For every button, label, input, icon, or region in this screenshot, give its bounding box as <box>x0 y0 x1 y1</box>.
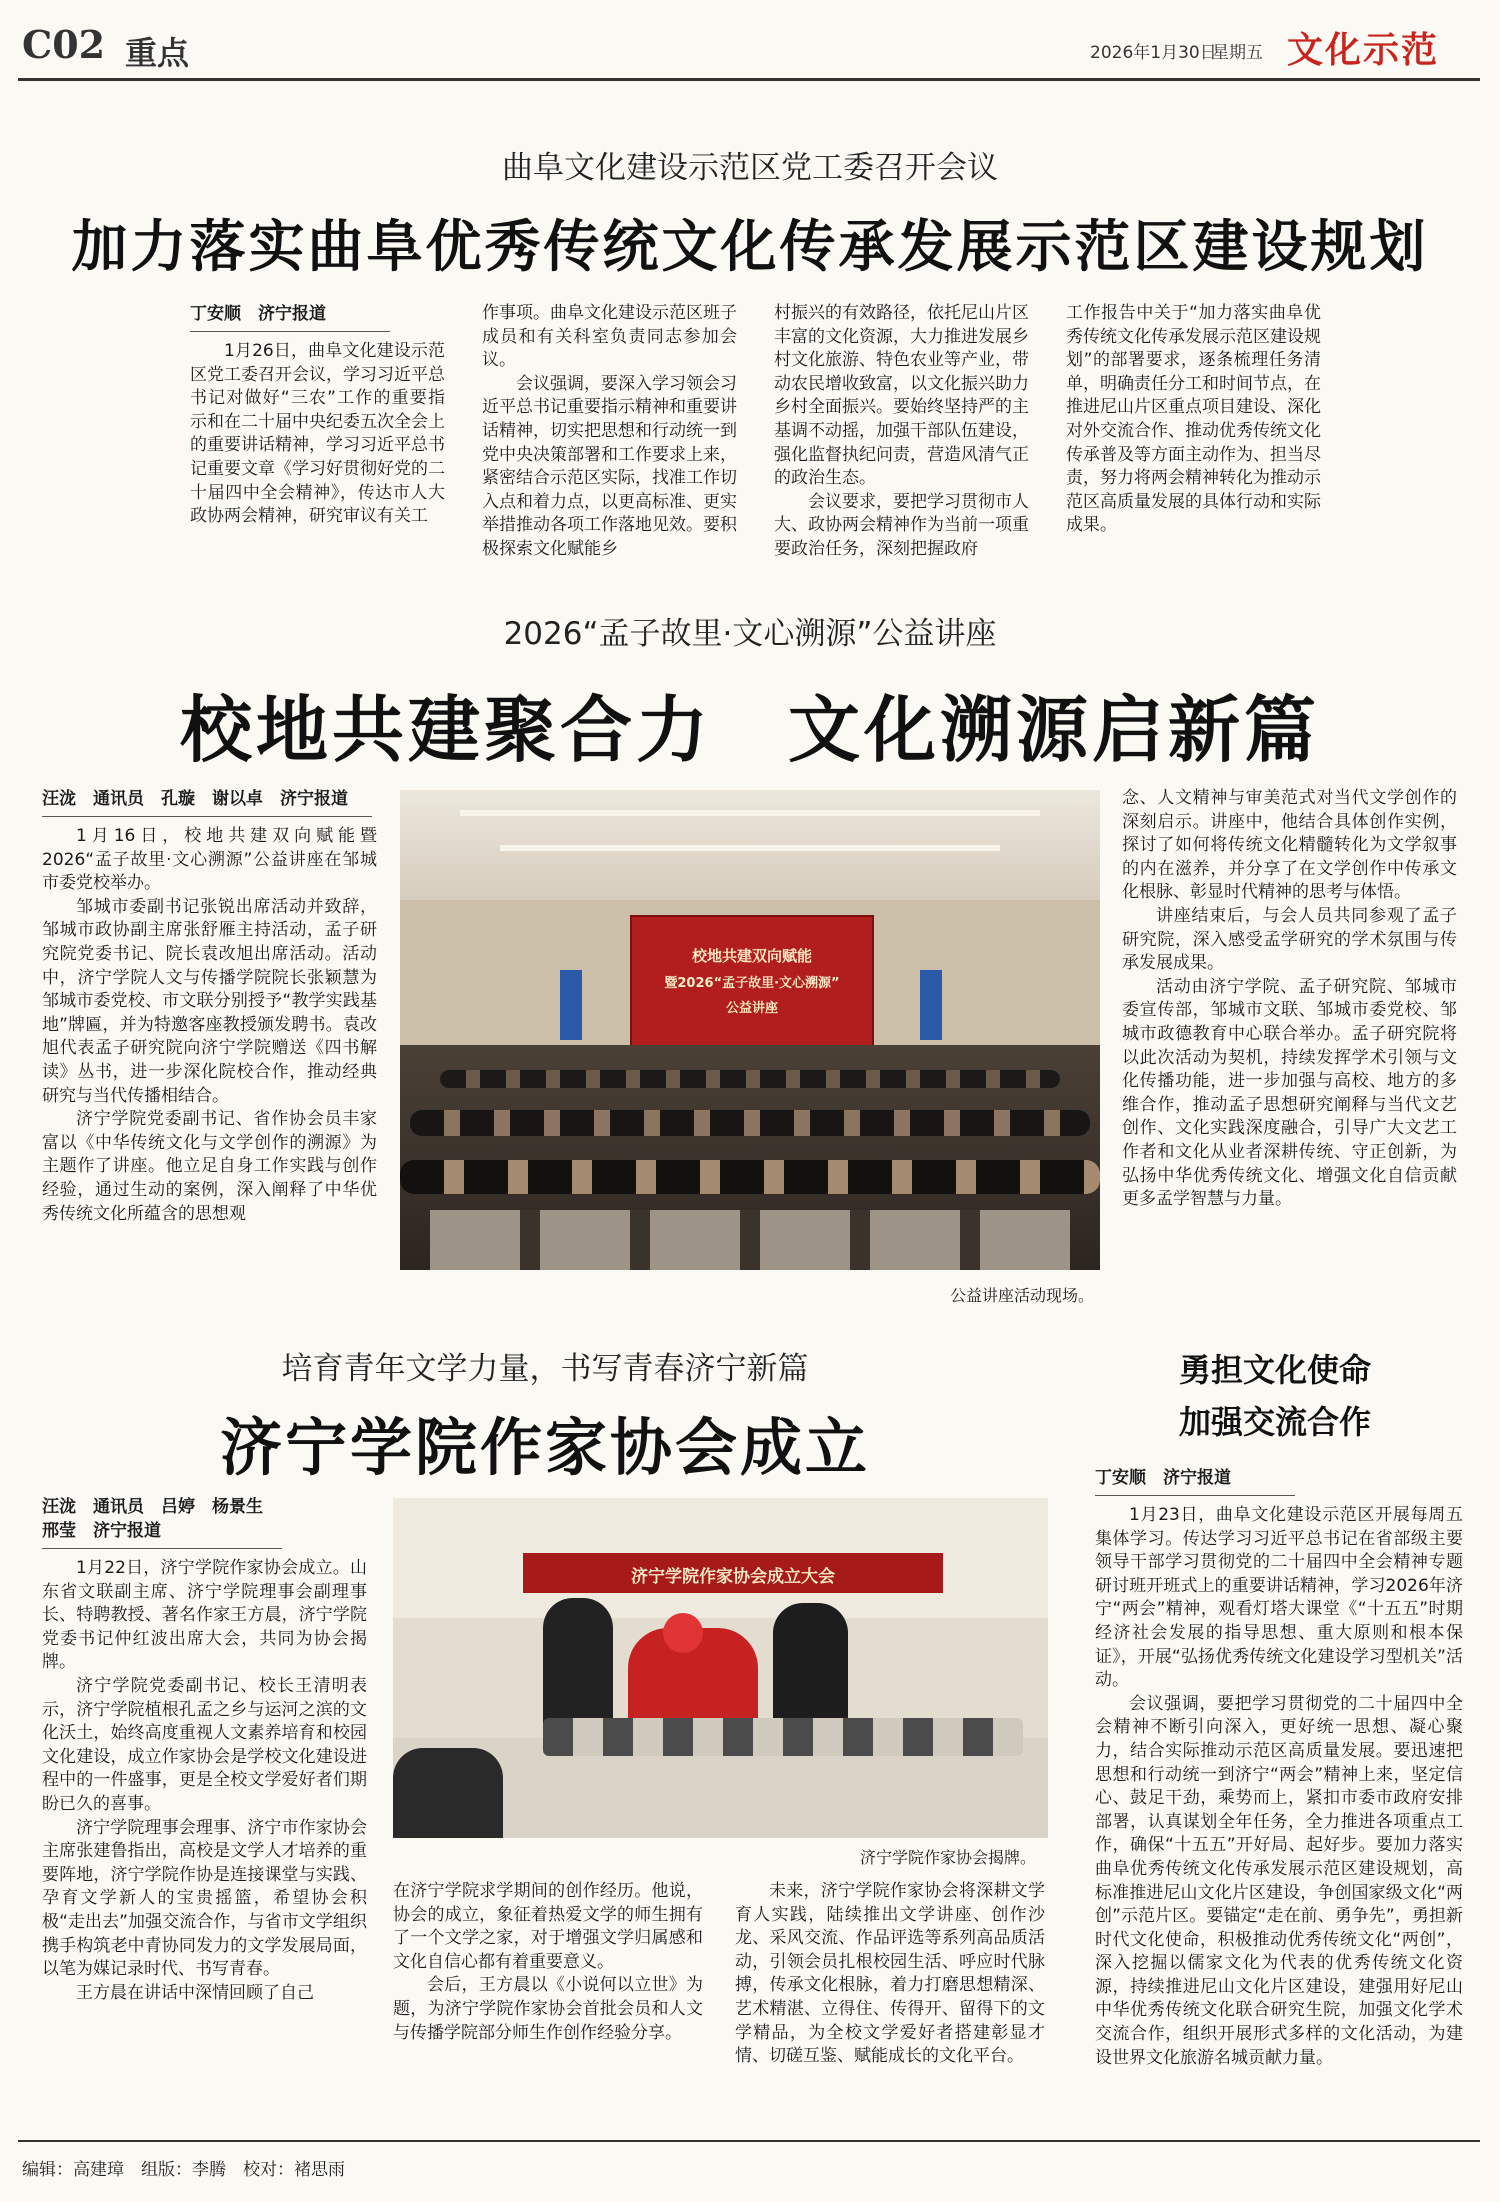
article3-kicker: 培育青年文学力量，书写青春济宁新篇 <box>281 1351 809 1387</box>
article2-left-column <box>42 787 377 1252</box>
article1-paragraph: 会议要求，要把学习贯彻市人大、政协两会精神作为当前一项重要政治任务，深刻把握政府 <box>774 491 1029 559</box>
article3-paragraph: 1月22日，济宁学院作家协会成立。山东省文联副主席、济宁学院理事会副理事长、特聘教授、著名作家王方晨，济宁学院党委书记仲红波出席大会，共同为协会揭牌。 <box>42 1558 367 1673</box>
page-code: C02 <box>22 22 106 67</box>
article4-headline-line1: 勇担文化使命 <box>1178 1351 1371 1389</box>
article2-paragraph: 1月16日，校地共建双向赋能暨2026“孟子故里·文心溯源”公益讲座在邹城市委党校举办。 <box>42 826 377 894</box>
footer-rule <box>18 2140 1480 2142</box>
article3-headline: 济宁学院作家协会成立 <box>219 1411 870 1484</box>
banner-text: 济宁学院作家协会成立大会 <box>631 1567 835 1587</box>
issue-date: 2026年1月30日 <box>1090 43 1217 63</box>
article3-paragraph: 济宁学院理事会理事、济宁市作家协会主席张建鲁指出，高校是文学人才培养的重要阵地，济宁学院作协是连接课堂与实践、孕育文学新人的宝贵摇篮，希望协会积极“走出去”加强交流合作，与省市文学组织携手构筑老中青协同发力的文学发展局面，以笔为媒记录时代、书写青春。 <box>42 1817 367 1980</box>
lecture-screen <box>630 915 874 1049</box>
article4-byline: 丁安顺 济宁报道 <box>1095 1466 1295 1496</box>
article3-photo <box>393 1498 1048 1838</box>
article1-column-4 <box>1066 302 1321 562</box>
article2-photo-caption: 公益讲座活动现场。 <box>950 1286 1095 1305</box>
article2-photo <box>400 790 1100 1270</box>
seated-person <box>393 1748 503 1838</box>
article3-middle-column <box>393 1880 703 2130</box>
article4-headline-line2: 加强交流合作 <box>1178 1403 1371 1441</box>
article3-right-column <box>735 1880 1045 2130</box>
article1-column-3 <box>774 302 1029 562</box>
article1-paragraph: 村振兴的有效路径，依托尼山片区丰富的文化资源，大力推进发展乡村文化旅游、特色农业等产业，带动农民增收致富，以文化振兴助力乡村全面振兴。要始终坚持严的主基调不动摇，加强干部队伍建设，强化监督执纪问责，营造风清气正的政治生态。 <box>774 303 1029 489</box>
article3-paragraph: 在济宁学院求学期间的创作经历。他说，协会的成立，象征着热爱文学的师生拥有了一个文学之家，对于增强文学归属感和文化自信心都有着重要意义。 <box>393 1881 703 1972</box>
footer-credits: 编辑：高建璋 组版：李腾 校对：褚思雨 <box>22 2160 345 2180</box>
article3-left-column <box>42 1495 367 2135</box>
article2-kicker: 2026“孟子故里·文心溯源”公益讲座 <box>503 616 997 652</box>
article2-paragraph: 济宁学院党委副书记、省作协会员丰家富以《中华传统文化与文学创作的溯源》为主题作了讲座。他立足自身工作实践与创作经验，通过生动的案例，深入阐释了中华优秀传统文化所蕴含的思想观 <box>42 1109 377 1224</box>
page-header <box>0 0 1500 86</box>
article2-byline: 汪泷 通讯员 孔璇 谢以卓 济宁报道 <box>42 787 372 817</box>
article2-paragraph: 邹城市委副书记张锐出席活动并致辞，邹城市政协副主席张舒雁主持活动，孟子研究院党委书记、院长袁改旭出席活动。活动中，济宁学院人文与传播学院院长张颖慧为邹城市委党校、市文联分别授予“教学实践基地”牌匾，并为特邀客座教授颁发聘书。袁改旭代表孟子研究院向济宁学院赠送《四书解读》丛书，进一步深化院校合作，推动经典研究与当代传播相结合。 <box>42 896 377 1106</box>
article1-paragraph: 1月26日，曲阜文化建设示范区党工委召开会议，学习习近平总书记对做好“三农”工作的重要指示和在二十届中央纪委五次全会上的重要讲话精神，学习习近平总书记重要文章《学习好贯彻好党的二十届四中全会精神》，传达市人大政协两会精神，研究审议有关工 <box>190 341 445 527</box>
article2-paragraph: 讲座结束后，与会人员共同参观了孟子研究院，深入感受孟学研究的学术氛围与传承发展成果。 <box>1122 905 1457 974</box>
article2-right-column <box>1122 787 1457 1287</box>
brand-logo: 文化示范 <box>1287 30 1440 71</box>
article1-column-2 <box>482 302 737 562</box>
screen-title-line2: 暨2026“孟子故里·文心溯源” <box>664 976 840 991</box>
article3-paragraph: 济宁学院党委副书记、校长王清明表示，济宁学院植根孔孟之乡与运河之滨的文化沃土，始终高度重视人文素养培育和校园文化建设，成立作家协会是学校文化建设进程中的一件盛事，更是全校文学爱好者们期盼已久的喜事。 <box>42 1675 367 1814</box>
issue-weekday: 星期五 <box>1212 43 1263 63</box>
article1-paragraph: 会议强调，要深入学习领会习近平总书记重要指示精神和重要讲话精神，切实把思想和行动统一到党中央决策部署和工作要求上来，紧密结合示范区实际，找准工作切入点和着力点，以更高标准、更实举措推动各项工作落地见效。要积极探索文化赋能乡 <box>482 373 737 559</box>
screen-title-line1: 校地共建双向赋能 <box>691 947 812 965</box>
screen-title-line3: 公益讲座 <box>725 1001 778 1016</box>
article4-column <box>1095 1466 1463 2131</box>
wall-banner <box>523 1553 943 1593</box>
article4-paragraph: 会议强调，要把学习贯彻党的二十届四中全会精神不断引向深入，更好统一思想、凝心聚力，结合实际推动示范区高质量发展。要迅速把思想和行动统一到济宁“两会”精神上来，坚定信心、鼓足干劲，乘势而上，紧扣市委市政府安排部署，认真谋划全年任务，全力推进各项重点工作，确保“十五五”开好局、起好步。要加力落实曲阜优秀传统文化传承发展示范区建设规划，高标准推进尼山文化片区建设，争创国家级文化“两创”示范片区。要锚定“走在前、勇争先”，勇担新时代文化使命，积极推动优秀传统文化“两创”，深入挖掘以儒家文化为代表的优秀传统文化资源，持续推进尼山文化片区建设，建强用好尼山中华优秀传统文化联合研究生院，加强文化学术交流合作，组织开展形式多样的文化活动，为建设世界文化旅游名城贡献力量。 <box>1095 1693 1463 2068</box>
header-rule <box>18 78 1480 81</box>
article2-paragraph: 活动由济宁学院、孟子研究院、邹城市委宣传部，邹城市文联、邹城市委党校、邹城市政德教育中心联合举办。孟子研究院将以此次活动为契机，持续发挥学术引领与文化传播功能，进一步加强与高校、地方的多维合作，推动孟子思想研究阐释与当代文艺创作、文化实践深度融合，引导广大文艺工作者和文化从业者深耕传统、守正创新，为弘扬中华优秀传统文化、增强文化自信贡献更多孟学智慧与力量。 <box>1122 976 1457 1210</box>
article2-headline: 校地共建聚合力 文化溯源启新篇 <box>179 687 1320 772</box>
article1-column-1 <box>190 302 445 562</box>
article3-paragraph: 未来，济宁学院作家协会将深耕文学育人实践，陆续推出文学讲座、创作沙龙、采风交流、作品评选等系列高品质活动，引领会员扎根校园生活、呼应时代脉搏，传承文化根脉，着力打磨思想精深、艺术精湛、立得住、传得开、留得下的文学精品，为全校文学爱好者搭建彰显才情、切磋互鉴、赋能成长的文化平台。 <box>735 1881 1045 2067</box>
article4-paragraph: 1月23日，曲阜文化建设示范区开展每周五集体学习。传达学习习近平总书记在省部级主要领导干部学习贯彻党的二十届四中全会精神专题研讨班开班式上的重要讲话精神，学习2026年济宁“两会”精神，观看灯塔大课堂《“十五五”时期经济社会发展的指导思想、重大原则和根本保证》，开展“弘扬优秀传统文化建设学习型机关”活动。 <box>1095 1505 1463 1691</box>
article1-paragraph: 作事项。曲阜文化建设示范区班子成员和有关科室负责同志参加会议。 <box>482 303 737 371</box>
article3-photo-caption: 济宁学院作家协会揭牌。 <box>860 1848 1037 1867</box>
article1-byline: 丁安顺 济宁报道 <box>190 302 390 332</box>
article1-headline: 加力落实曲阜优秀传统文化传承发展示范区建设规划 <box>71 214 1429 280</box>
article3-byline: 汪泷 通讯员 吕婷 杨景生 邢莹 济宁报道 <box>42 1495 282 1549</box>
article2-paragraph: 念、人文精神与审美范式对当代文学创作的深刻启示。讲座中，他结合具体创作实例，探讨了如何将传统文化精髓转化为文学叙事的内在滋养，并分享了在文学创作中传承文化根脉、彰显时代精神的思考与体悟。 <box>1122 788 1457 903</box>
section-name: 重点 <box>125 34 190 72</box>
article3-paragraph: 会后，王方晨以《小说何以立世》为题，为济宁学院作家协会首批会员和人文与传播学院部分师生作创作经验分享。 <box>393 1975 703 2043</box>
article3-paragraph: 王方晨在讲话中深情回顾了自己 <box>76 1982 314 2003</box>
article1-kicker: 曲阜文化建设示范区党工委召开会议 <box>502 150 998 186</box>
article1-paragraph: 工作报告中关于“加力落实曲阜优秀传统文化传承发展示范区建设规划”的部署要求，逐条梳理任务清单，明确责任分工和时间节点，在推进尼山片区重点项目建设、深化对外交流合作、推动优秀传统文化传承普及等方面主动作为、担当尽责，努力将两会精神转化为推动示范区高质量发展的具体行动和实际成果。 <box>1066 303 1321 536</box>
